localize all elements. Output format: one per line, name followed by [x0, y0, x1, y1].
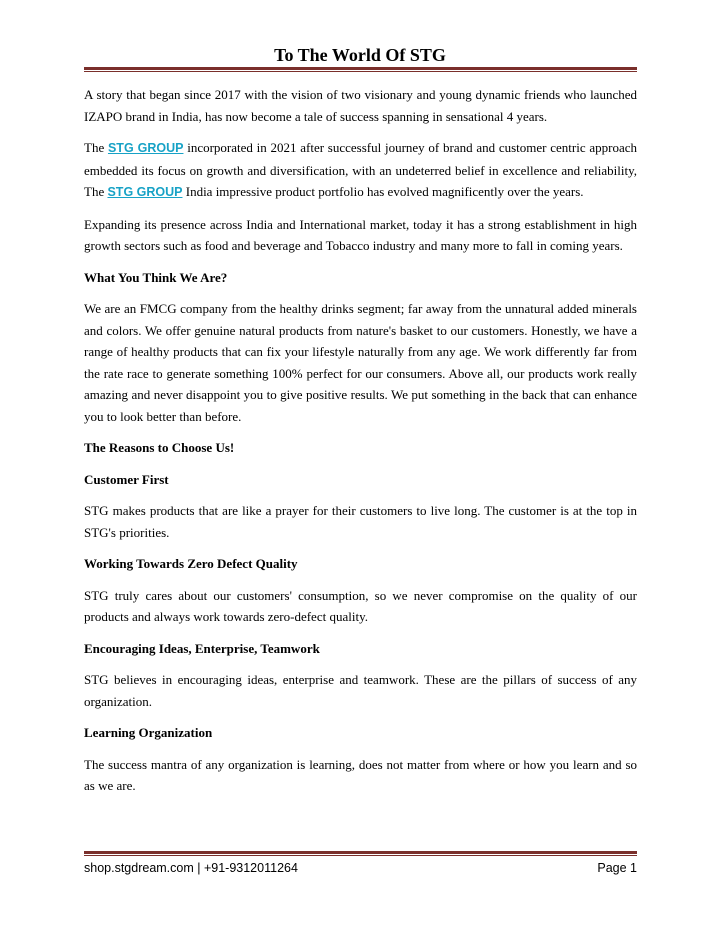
header-divider: [84, 67, 637, 72]
intro-p2-text-c: India impressive product portfolio has evolved magnificently over the years.: [182, 184, 584, 199]
footer-page-number: Page 1: [597, 861, 637, 875]
reason-title-learning: Learning Organization: [84, 725, 213, 740]
reason-title-ideas-teamwork: Encouraging Ideas, Enterprise, Teamwork: [84, 640, 320, 656]
about-paragraph: We are an FMCG company from the healthy drinks segment; far away from the unnatural added minerals and colors. We offer genuine natural products from nature's basket to our customers. Honestly, we have a range of healthy products that can fix your lifestyle naturally from any age. We work differently far from the rate race to generate something 100% perfect for our consumers. Above all, our products work really amazing and never disappoint you to give positive results. We put something in the back that can enhance you to look better than before.: [84, 301, 637, 424]
reason-body-zero-defect: STG truly cares about our customers' consumption, so we never compromise on the quality of our products and always work towards zero-defect quality.: [84, 587, 637, 624]
reason-body-customer-first: STG makes products that are like a prayer for their customers to live long. The customer is at the top in STG's priorities.: [84, 503, 637, 540]
reason-body-ideas-teamwork: STG believes in encouraging ideas, enterprise and teamwork. These are the pillars of success of any organization.: [84, 672, 637, 709]
document-body: [84, 84, 637, 807]
reason-title-zero-defect: Working Towards Zero Defect Quality: [84, 556, 298, 571]
about-heading: What You Think We Are?: [84, 269, 228, 285]
intro-paragraph-3: Expanding its presence across India and International market, today it has a strong establishment in high growth sectors such as food and beverage and Tobacco industry and many more to fall in coming years.: [84, 216, 637, 253]
reason-body-learning: The success mantra of any organization is learning, does not matter from where or how you learn and so as we are.: [84, 756, 637, 793]
footer-divider: [84, 851, 637, 856]
intro-p2-text-a: The: [84, 140, 108, 155]
intro-p2-text-b: incorporated in 2021 after successful journey of brand and customer centric approach embedded its focus on growth and diversification, with an undeterred belief in excellence and reliability, The: [84, 140, 637, 199]
page-title: To The World Of STG: [274, 45, 446, 65]
reasons-heading: The Reasons to Choose Us!: [84, 440, 235, 455]
reason-title-customer-first: Customer First: [84, 471, 169, 487]
intro-paragraph-2: [84, 137, 637, 204]
stg-group-link-1[interactable]: STG GROUP: [107, 141, 184, 155]
stg-group-link-2[interactable]: STG GROUP: [107, 185, 183, 199]
intro-paragraph-1: A story that began since 2017 with the vision of two visionary and young dynamic friends who launched IZAPO brand in India, has now become a tale of success spanning in sensational 4 years.: [84, 87, 637, 124]
footer-contact: shop.stgdream.com | +91-9312011264: [84, 861, 298, 875]
